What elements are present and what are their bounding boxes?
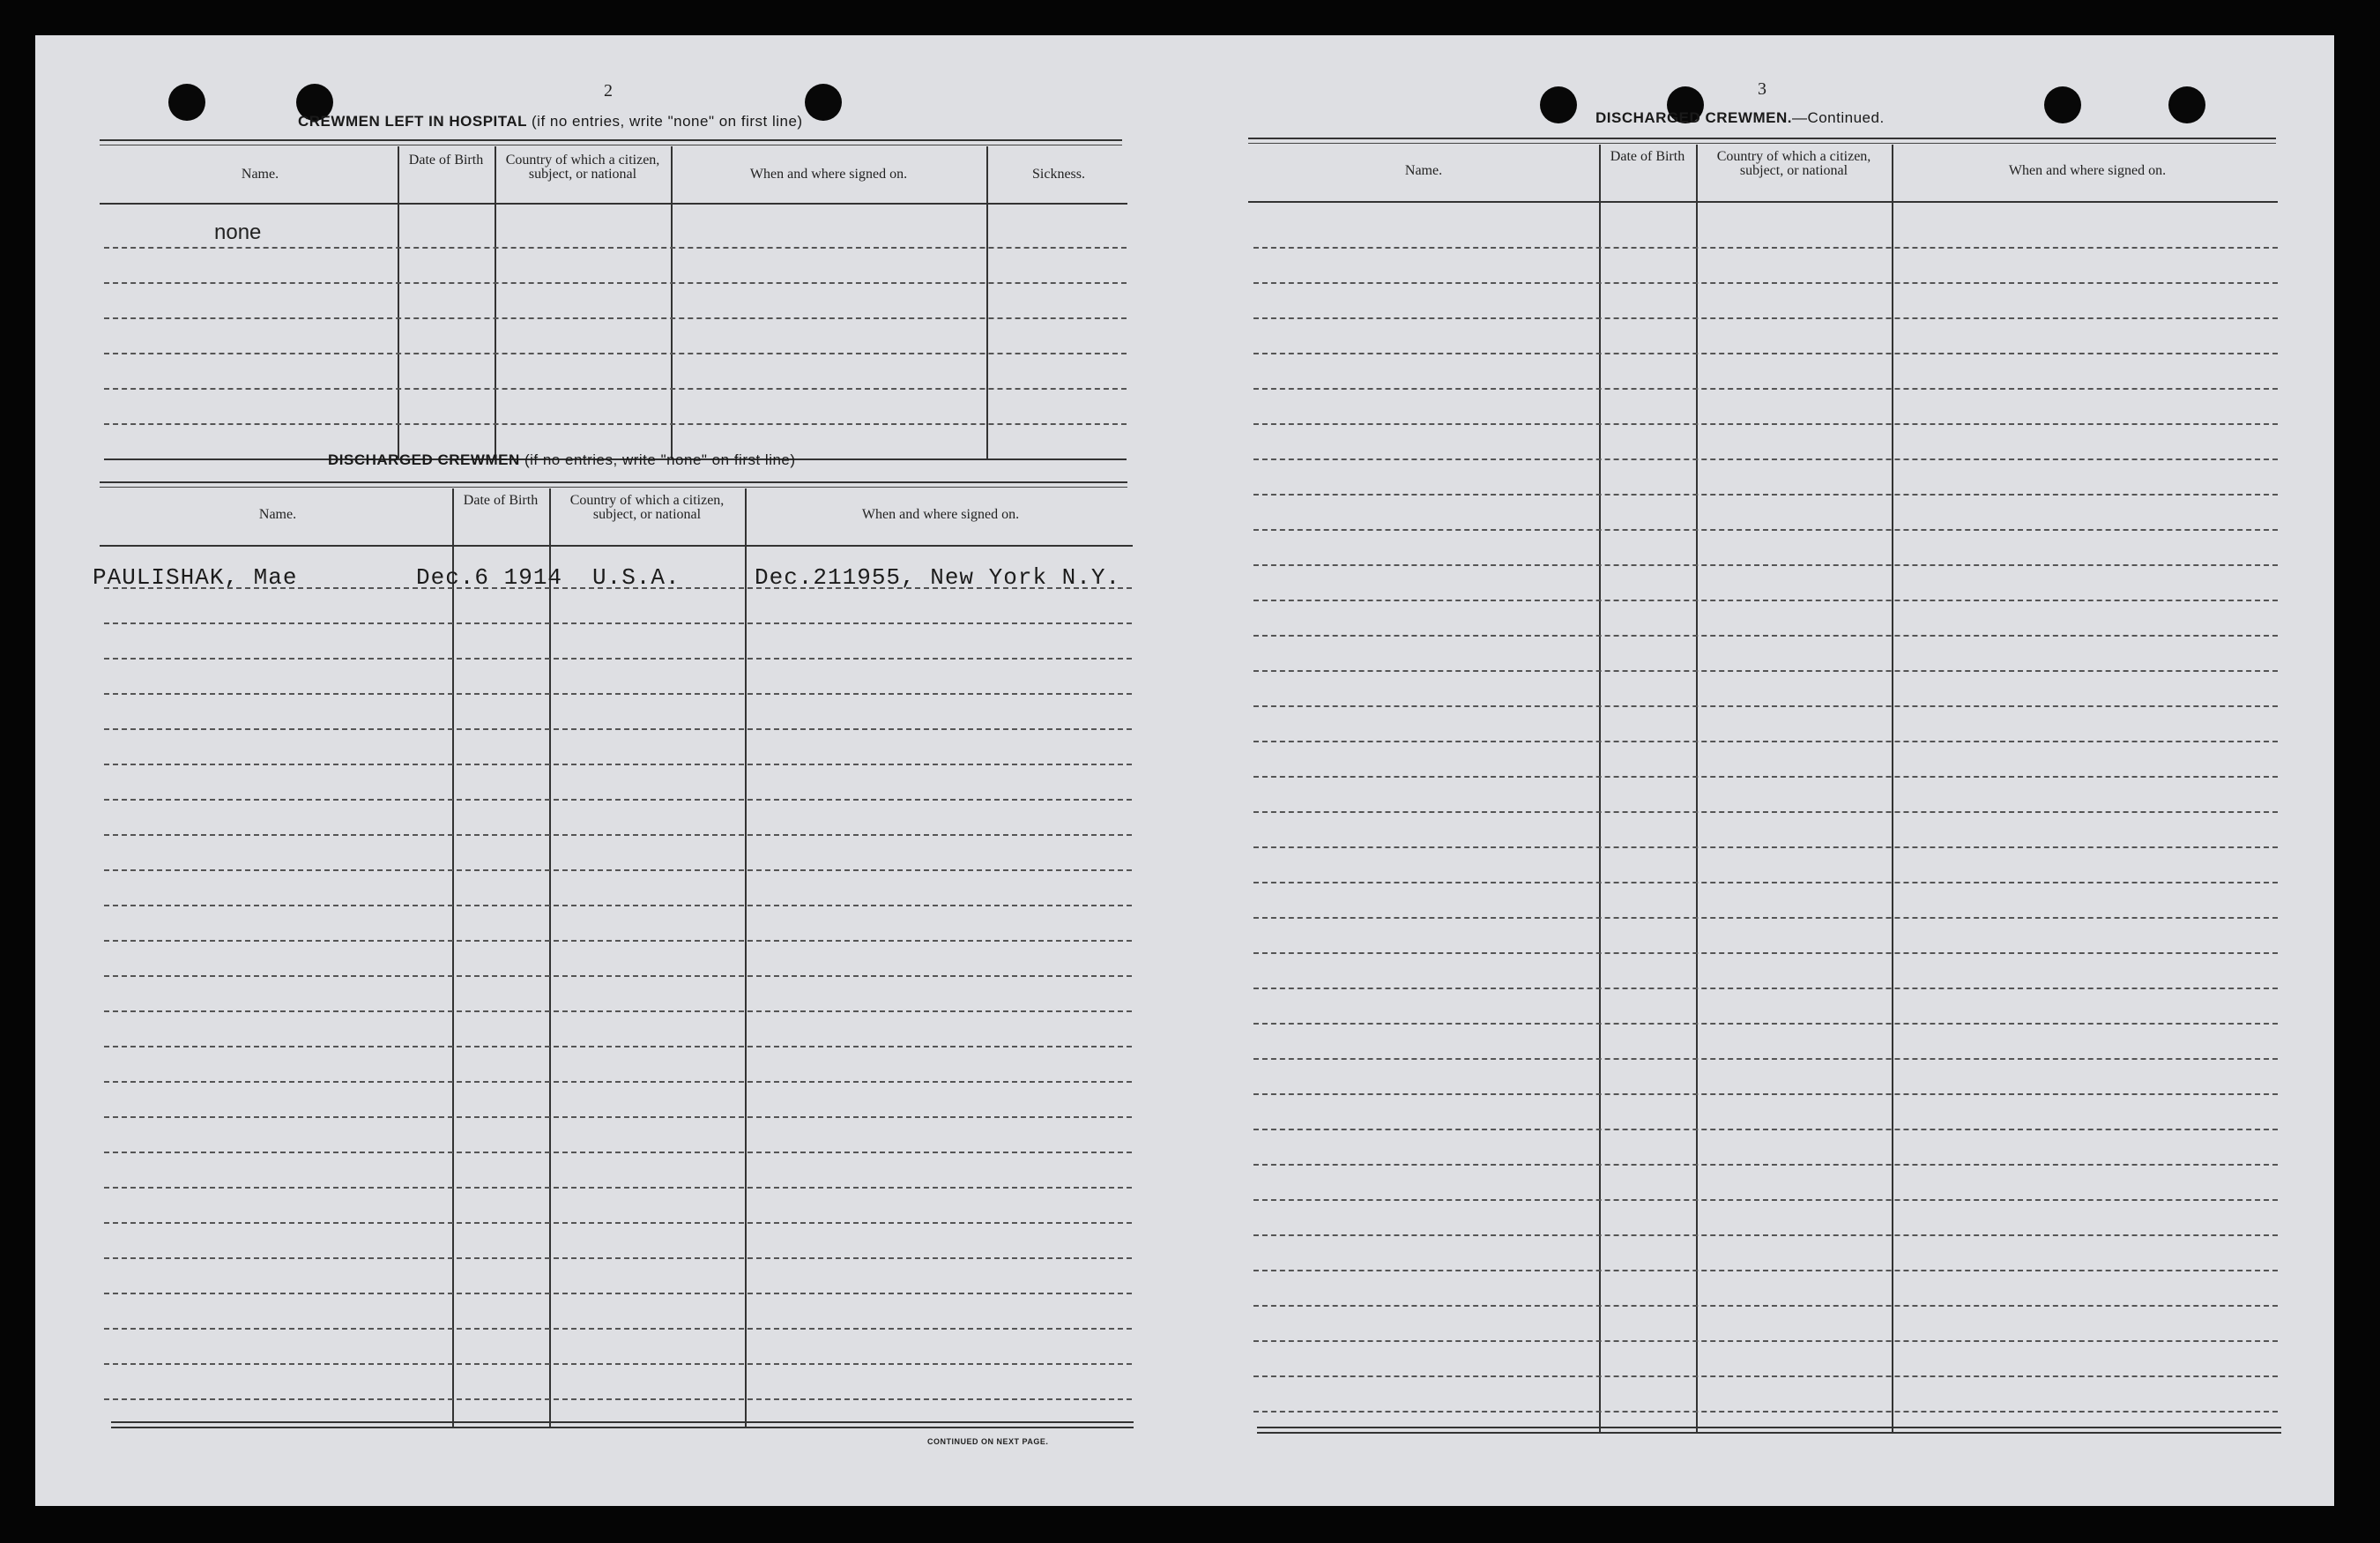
- form-row-line: [1253, 247, 2278, 249]
- column-header-dob: Date of Birth: [1610, 149, 1685, 164]
- form-row-line: [104, 1257, 1132, 1259]
- discharged-title-text: DISCHARGED CREWMEN: [328, 451, 520, 468]
- form-row-line: [104, 282, 1127, 284]
- punch-hole-icon: [2168, 86, 2205, 123]
- column-divider: [549, 488, 551, 1427]
- form-row-line: [1253, 705, 2278, 707]
- form-row-line: [1253, 282, 2278, 284]
- hospital-entry: none: [214, 220, 262, 244]
- form-row-line: [1253, 1340, 2278, 1342]
- table-rule: [111, 1427, 1134, 1428]
- column-divider: [1892, 145, 1893, 1432]
- form-row-line: [1253, 317, 2278, 319]
- column-header-name: Name.: [241, 167, 279, 182]
- form-row-line: [104, 622, 1132, 624]
- form-row-line: [104, 1398, 1132, 1400]
- continued-title-text: DISCHARGED CREWMEN.: [1595, 109, 1792, 126]
- table-rule: [1248, 201, 2278, 203]
- form-row-line: [1253, 353, 2278, 354]
- form-row-line: [104, 247, 1127, 249]
- form-row-line: [1253, 670, 2278, 672]
- table-rule: [100, 139, 1122, 141]
- form-row-line: [104, 905, 1132, 906]
- form-row-line: [104, 388, 1127, 390]
- hospital-section-title: [298, 113, 803, 130]
- form-row-line: [1253, 635, 2278, 637]
- table-rule: [1257, 1427, 2281, 1428]
- form-row-line: [104, 1010, 1132, 1012]
- page-number: 2: [604, 81, 613, 101]
- column-header-signed-on: When and where signed on.: [861, 507, 1020, 522]
- discharged-continued-title: [1595, 109, 1885, 127]
- column-header-country: Country of which a citizen, subject, or national: [569, 493, 725, 522]
- form-row-line: [104, 728, 1132, 730]
- form-row-line: [104, 587, 1132, 589]
- form-row-line: [104, 658, 1132, 660]
- crewman-signed-on: Dec.211955, New York N.Y.: [755, 564, 1121, 591]
- form-row-line: [104, 1293, 1132, 1294]
- table-rule: [111, 1421, 1134, 1423]
- form-row-line: [104, 1116, 1132, 1118]
- column-header-country: Country of which a citizen, subject, or national: [1716, 149, 1871, 178]
- form-row-line: [1253, 1093, 2278, 1095]
- column-header-dob: Date of Birth: [463, 493, 539, 508]
- form-row-line: [104, 1363, 1132, 1365]
- form-row-line: [1253, 1270, 2278, 1271]
- crewman-country: U.S.A.: [592, 564, 681, 591]
- column-header-signed-on: When and where signed on.: [749, 167, 908, 182]
- form-row-line: [1253, 988, 2278, 989]
- form-row-line: [1253, 494, 2278, 496]
- form-row-line: [1253, 1164, 2278, 1166]
- form-row-line: [104, 834, 1132, 836]
- form-row-line: [1253, 388, 2278, 390]
- form-row-line: [1253, 1199, 2278, 1201]
- form-row-line: [1253, 1305, 2278, 1307]
- discharged-section-title: [328, 451, 796, 469]
- form-row-line: [104, 975, 1132, 977]
- form-row-line: [1253, 952, 2278, 954]
- punch-hole-icon: [805, 84, 842, 121]
- form-row-line: [1253, 529, 2278, 531]
- form-row-line: [104, 869, 1132, 871]
- column-header-sickness: Sickness.: [1032, 167, 1085, 182]
- form-row-line: [104, 1222, 1132, 1224]
- form-row-line: [104, 1081, 1132, 1083]
- form-row-line: [104, 1152, 1132, 1153]
- form-row-line: [104, 799, 1132, 801]
- table-rule: [1257, 1432, 2281, 1434]
- column-header-signed-on: When and where signed on.: [2008, 163, 2167, 178]
- column-divider: [398, 146, 399, 460]
- punch-hole-icon: [168, 84, 205, 121]
- hospital-title-note: (if no entries, write "none" on first line): [532, 113, 803, 130]
- form-row-line: [1253, 600, 2278, 601]
- table-rule: [100, 203, 1127, 205]
- column-divider: [495, 146, 496, 460]
- column-divider: [1599, 145, 1601, 1432]
- column-header-name: Name.: [1404, 163, 1443, 178]
- form-row-line: [1253, 882, 2278, 883]
- table-rule: [1248, 138, 2276, 139]
- form-row-line: [104, 353, 1127, 354]
- page-number: 3: [1758, 79, 1766, 99]
- form-row-line: [1253, 1375, 2278, 1377]
- form-row-line: [1253, 917, 2278, 919]
- form-row-line: [1253, 458, 2278, 460]
- form-row-line: [104, 1328, 1132, 1330]
- continued-note: CONTINUED ON NEXT PAGE.: [927, 1437, 1049, 1446]
- column-divider: [745, 488, 747, 1427]
- form-row-line: [104, 693, 1132, 695]
- column-divider: [1696, 145, 1698, 1432]
- table-rule: [100, 487, 1127, 488]
- hospital-title-text: CREWMEN LEFT IN HOSPITAL: [298, 113, 527, 130]
- table-rule: [1248, 143, 2276, 144]
- table-rule: [100, 545, 1133, 547]
- form-row-line: [1253, 776, 2278, 778]
- punch-hole-icon: [2044, 86, 2081, 123]
- form-row-line: [1253, 846, 2278, 848]
- crewman-name: PAULISHAK, Mae: [93, 564, 298, 591]
- column-header-name: Name.: [258, 507, 297, 522]
- form-row-line: [1253, 1023, 2278, 1025]
- form-row-line: [1253, 1129, 2278, 1130]
- form-row-line: [104, 1187, 1132, 1189]
- form-row-line: [1253, 741, 2278, 742]
- discharged-title-note: (if no entries, write "none" on first line): [524, 451, 796, 468]
- column-header-dob: Date of Birth: [408, 153, 484, 168]
- form-row-line: [1253, 1411, 2278, 1413]
- document-sheet: [35, 35, 2334, 1506]
- form-row-line: [1253, 423, 2278, 425]
- column-divider: [671, 146, 673, 460]
- form-row-line: [1253, 1058, 2278, 1060]
- continued-title-suffix: —Continued.: [1791, 109, 1885, 126]
- column-divider: [986, 146, 988, 460]
- crewman-dob: Dec.6 1914: [416, 564, 563, 591]
- column-divider: [452, 488, 454, 1427]
- form-row-line: [104, 764, 1132, 765]
- form-row-line: [1253, 1234, 2278, 1236]
- punch-hole-icon: [1540, 86, 1577, 123]
- column-header-country: Country of which a citizen, subject, or national: [505, 153, 660, 182]
- form-row-line: [1253, 564, 2278, 566]
- table-rule: [100, 481, 1127, 483]
- form-row-line: [104, 423, 1127, 425]
- form-row-line: [104, 940, 1132, 942]
- form-row-line: [104, 317, 1127, 319]
- form-row-line: [1253, 811, 2278, 813]
- form-row-line: [104, 1046, 1132, 1047]
